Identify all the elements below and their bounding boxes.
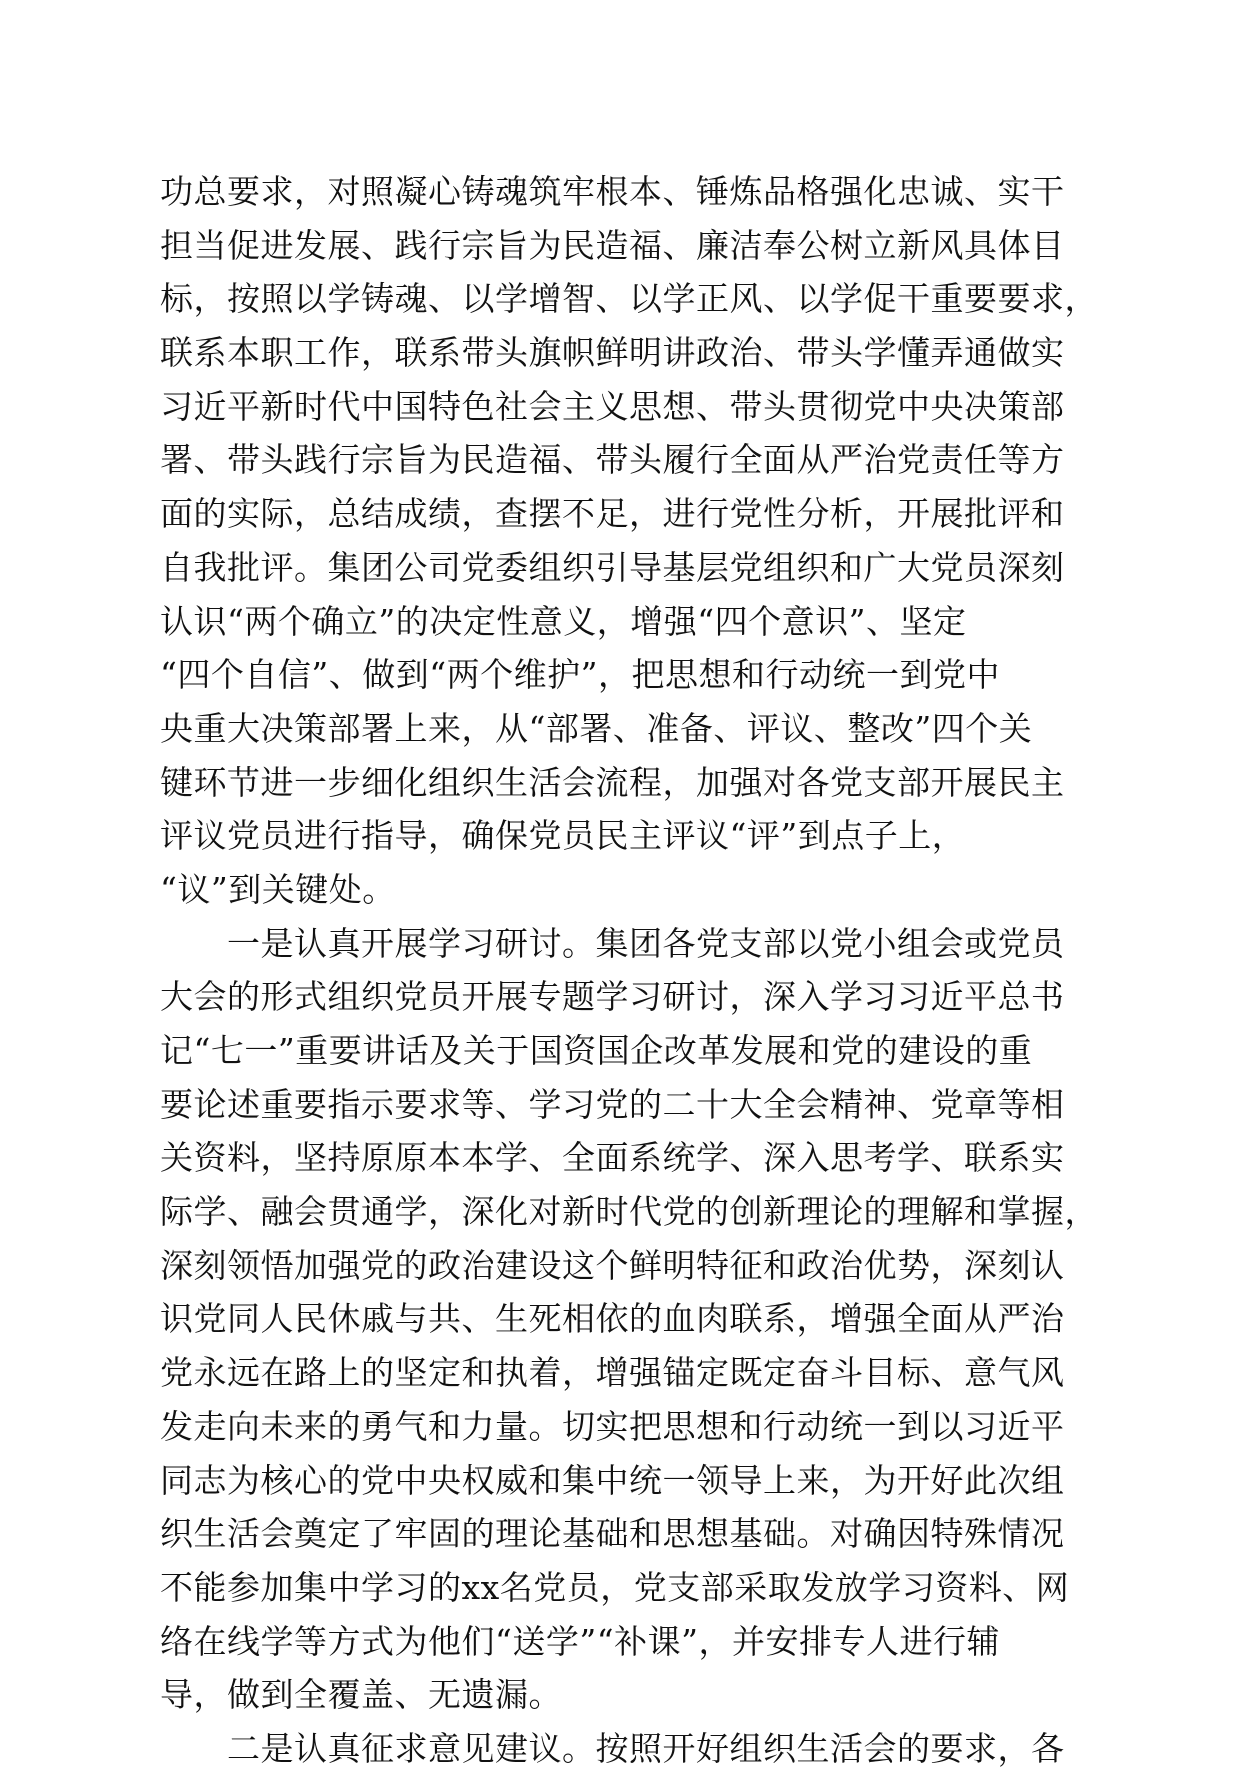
text-line: 央重大决策部署上来，从“部署、准备、评议、整改”四个关 <box>160 708 1033 748</box>
paragraph-2-start: 二是认真征求意见建议。按照开好组织生活会的要求，各 <box>160 1728 1065 1768</box>
text-line: 标，按照以学铸魂、以学增智、以学正风、以学促干重要要求， <box>160 279 1098 319</box>
text-line: “议”到关键处。 <box>160 869 396 909</box>
text-line: 自我批评。集团公司党委组织引导基层党组织和广大党员深刻 <box>160 547 1065 587</box>
body-text <box>160 165 1098 1776</box>
text-line: 联系本职工作，联系带头旗帜鲜明讲政治、带头学懂弄通做实 <box>160 333 1065 373</box>
text-line: 关资料，坚持原原本本学、全面系统学、深入思考学、联系实 <box>160 1138 1065 1178</box>
text-line: 同志为核心的党中央权威和集中统一领导上来，为开好此次组 <box>160 1460 1065 1500</box>
text-line: 不能参加集中学习的xx名党员，党支部采取发放学习资料、网 <box>160 1567 1070 1607</box>
text-line: 功总要求，对照凝心铸魂筑牢根本、锤炼品格强化忠诚、实干 <box>160 172 1065 211</box>
paragraph-1-start: 一是认真开展学习研讨。集团各党支部以党小组会或党员 <box>160 923 1065 963</box>
text-line: 络在线学等方式为他们“送学”“补课”，并安排专人进行辅 <box>160 1621 1000 1661</box>
text-line: 署、带头践行宗旨为民造福、带头履行全面从严治党责任等方 <box>160 440 1065 480</box>
text-line: 键环节进一步细化组织生活会流程，加强对各党支部开展民主 <box>160 762 1065 802</box>
text-line: 识党同人民休戚与共、生死相依的血肉联系，增强全面从严治 <box>160 1299 1065 1339</box>
text-line: 习近平新时代中国特色社会主义思想、带头贯彻党中央决策部 <box>160 386 1065 426</box>
text-line: 深刻领悟加强党的政治建设这个鲜明特征和政治优势，深刻认 <box>160 1245 1065 1285</box>
text-line: 党永远在路上的坚定和执着，增强锚定既定奋斗目标、意气风 <box>160 1353 1065 1393</box>
text-line: 发走向未来的勇气和力量。切实把思想和行动统一到以习近平 <box>160 1406 1065 1446</box>
text-line: 面的实际，总结成绩，查摆不足，进行党性分析，开展批评和 <box>160 494 1065 534</box>
text-line: “四个自信”、做到“两个维护”，把思想和行动统一到党中 <box>160 655 1000 695</box>
text-line: 要论述重要指示要求等、学习党的二十大全会精神、党章等相 <box>160 1084 1065 1124</box>
text-line: 评议党员进行指导，确保党员民主评议“评”到点子上， <box>160 816 966 856</box>
text-line: 大会的形式组织党员开展专题学习研讨，深入学习习近平总书 <box>160 977 1065 1017</box>
text-line: 担当促进发展、践行宗旨为民造福、廉洁奉公树立新风具体目 <box>160 225 1065 265</box>
text-line: 际学、融会贯通学，深化对新时代党的创新理论的理解和掌握， <box>160 1192 1098 1232</box>
text-line: 认识“两个确立”的决定性意义，增强“四个意识”、坚定 <box>160 601 967 641</box>
text-line: 记“七一”重要讲话及关于国资国企改革发展和党的建设的重 <box>160 1031 1033 1070</box>
text-line: 织生活会奠定了牢固的理论基础和思想基础。对确因特殊情况 <box>160 1514 1065 1554</box>
text-line: 导，做到全覆盖、无遗漏。 <box>160 1675 562 1715</box>
